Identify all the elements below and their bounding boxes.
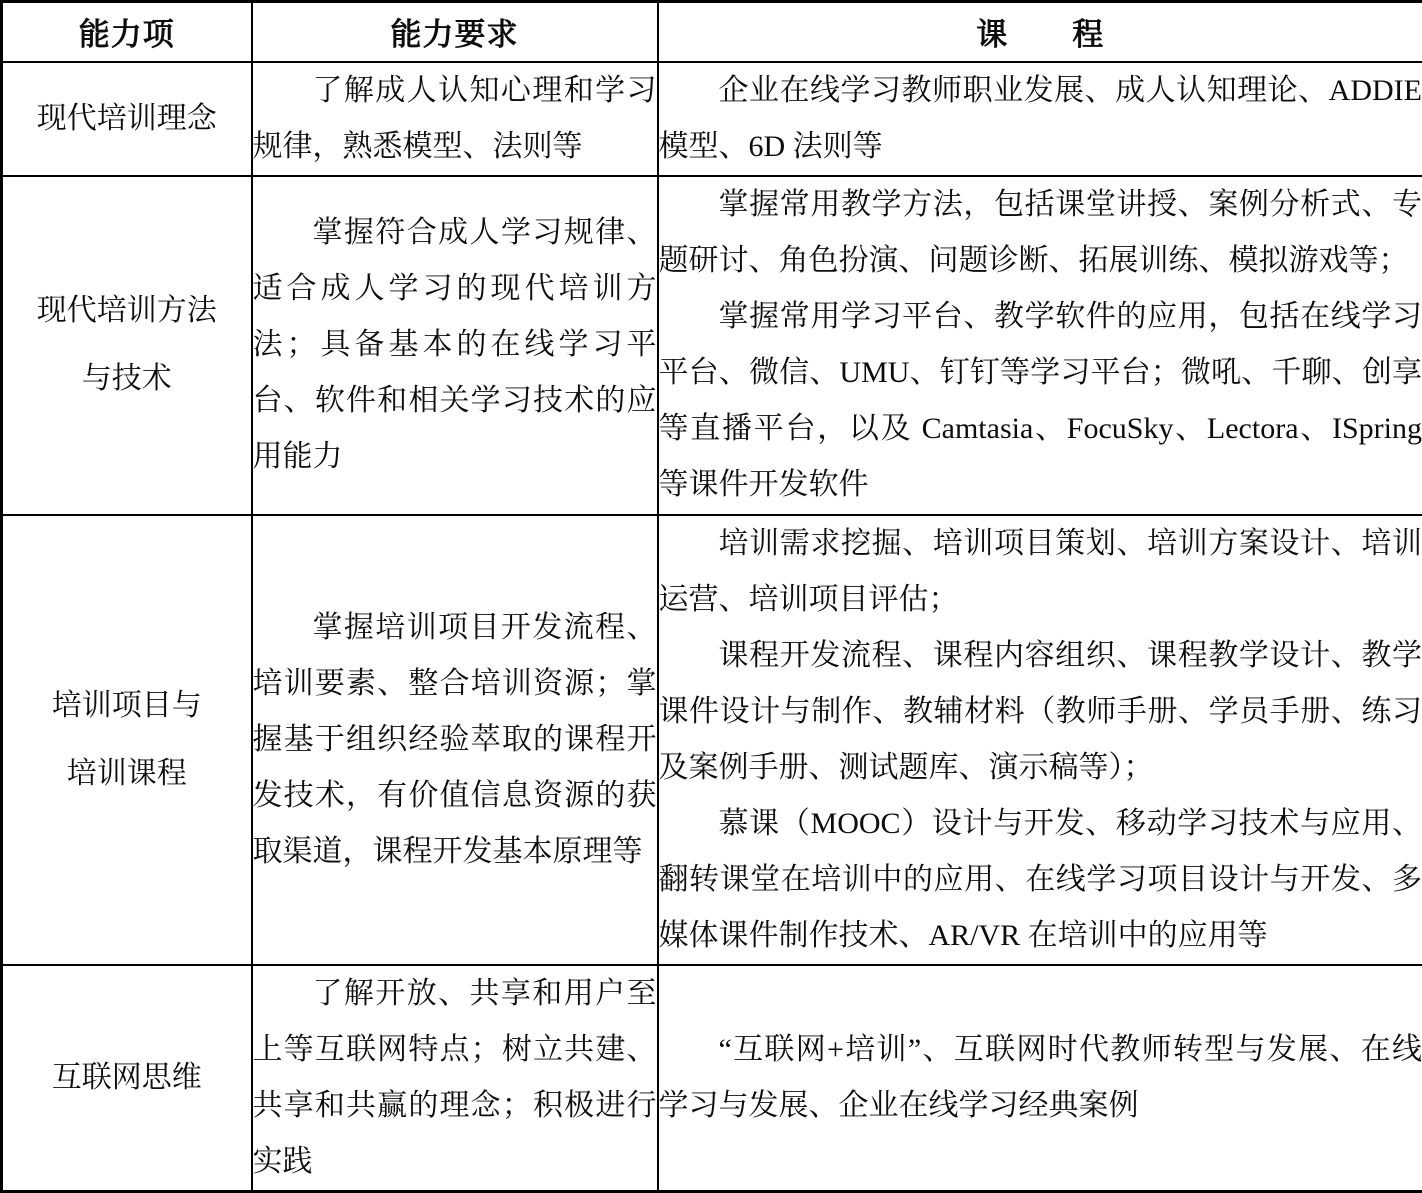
header-ability-requirement: 能力要求 <box>252 2 658 62</box>
ability-item-label: 培训课程 <box>3 740 251 808</box>
cell-courses <box>658 515 1422 965</box>
ability-item-label: 与技术 <box>3 345 251 413</box>
cell-ability-requirement <box>252 965 658 1192</box>
cell-courses <box>658 965 1422 1192</box>
cell-courses <box>658 62 1422 176</box>
requirement-text: 了解成人认知心理和学习规律，熟悉模型、法则等 <box>253 63 657 175</box>
table-header <box>2 2 1422 62</box>
requirement-text: 了解开放、共享和用户至上等互联网特点；树立共建、共享和共赢的理念；积极进行实践 <box>253 966 657 1190</box>
header-courses: 课 程 <box>658 2 1422 62</box>
course-paragraph: 企业在线学习教师职业发展、成人认知理论、ADDIE 模型、6D 法则等 <box>659 63 1422 175</box>
course-paragraph: “互联网+培训”、互联网时代教师转型与发展、在线学习与发展、企业在线学习经典案例 <box>659 1022 1422 1134</box>
row-training-projects-courses <box>2 515 1422 965</box>
ability-item-label: 现代培训理念 <box>3 85 251 153</box>
course-paragraph: 慕课（MOOC）设计与开发、移动学习技术与应用、翻转课堂在培训中的应用、在线学习项目设计与开发、多媒体课件制作技术、AR/VR 在培训中的应用等 <box>659 796 1422 964</box>
cell-ability-item <box>2 965 252 1192</box>
row-modern-training-methods <box>2 176 1422 515</box>
cell-ability-requirement <box>252 62 658 176</box>
ability-item-label: 互联网思维 <box>3 1044 251 1112</box>
row-internet-thinking <box>2 965 1422 1192</box>
cell-ability-item <box>2 515 252 965</box>
cell-ability-requirement <box>252 515 658 965</box>
header-ability-item: 能力项 <box>2 2 252 62</box>
requirement-text: 掌握培训项目开发流程、培训要素、整合培训资源；掌握基于组织经验萃取的课程开发技术，有价值信息资源的获取渠道，课程开发基本原理等 <box>253 600 657 880</box>
cell-ability-requirement <box>252 176 658 515</box>
requirement-text: 掌握符合成人学习规律、适合成人学习的现代培训方法；具备基本的在线学习平台、软件和相关学习技术的应用能力 <box>253 205 657 485</box>
row-modern-training-concept <box>2 62 1422 176</box>
course-paragraph: 课程开发流程、课程内容组织、课程教学设计、教学课件设计与制作、教辅材料（教师手册、学员手册、练习及案例手册、测试题库、演示稿等）； <box>659 628 1422 796</box>
header-row <box>2 2 1422 62</box>
ability-item-label: 培训项目与 <box>3 672 251 740</box>
course-paragraph: 掌握常用学习平台、教学软件的应用，包括在线学习平台、微信、UMU、钉钉等学习平台；微吼、千聊、创享等直播平台，以及 Camtasia、FocuSky、Lectora、ISpring 等课件开发软件 <box>659 289 1422 513</box>
ability-item-label: 现代培训方法 <box>3 277 251 345</box>
course-paragraph: 掌握常用教学方法，包括课堂讲授、案例分析式、专题研讨、角色扮演、问题诊断、拓展训练、模拟游戏等； <box>659 177 1422 289</box>
cell-ability-item <box>2 176 252 515</box>
course-paragraph: 培训需求挖掘、培训项目策划、培训方案设计、培训运营、培训项目评估； <box>659 516 1422 628</box>
cell-courses <box>658 176 1422 515</box>
cell-ability-item <box>2 62 252 176</box>
